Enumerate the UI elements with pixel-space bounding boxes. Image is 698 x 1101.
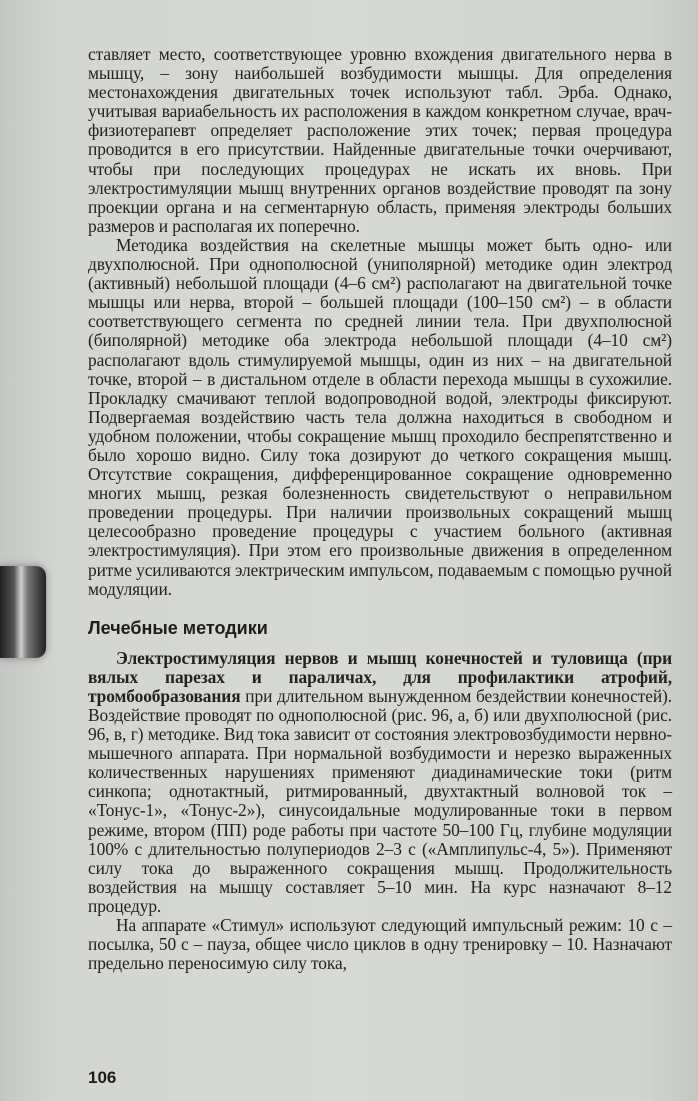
page-content [88, 45, 672, 973]
method-paragraph [88, 649, 672, 916]
page-number: 106 [88, 1068, 117, 1087]
method-body: при длительном вынужденном бездействии конечностей). Воздействие проводят по однополюсной (рис. 96, а, б) или двухполюсной (рис. 96, в, г) методике. Вид тока зависит от состояния электровозбудимости нервно-мышечного аппарата. При нормальной возбудимости и нерезко выраженных количественных нарушениях применяют диадинамические токи (ритм синкопа; однотактный, ритмированный, двухтактный волновой ток – «Тонус-1», «Тонус-2»), синусоидальные модулированные токи в первом режиме, втором (ПП) роде работы при частоте 50–100 Гц, глубине модуляции 100% с длительностью полупериодов 2–3 с («Амплипульс-4, 5»). Применяют силу тока до выраженного сокращения мышц. Продолжительность воздействия на мышцу составляет 5–10 мин. На курс назначают 8–12 процедур. [88, 685, 672, 916]
binder-clip [0, 566, 46, 658]
section-heading: Лечебные методики [88, 617, 268, 638]
method-title: Электростимуляция нервов и мышц конечностей и туловища (при вялых парезах и параличах, для профилактики атрофий, тромбообразования [88, 647, 672, 706]
paragraph-2: Методика воздействия на скелетные мышцы может быть однo- или двухполюсной. При однополюсной (униполярной) методике один электрод (активный) небольшой площади (4–6 см²) располагают на двигательной точке мышцы или нерва, второй – большей площади (100–150 см²) – в области соответствующего сегмента по средней линии тела. При двухполюсной (биполярной) методике оба электрода небольшой площади (4–10 см²) располагают вдоль стимулируемой мышцы, один из них – на двигательной точке, второй – в дистальном отделе в области перехода мышцы в сухожилие. Прокладку смачивают теплой водопроводной водой, электроды фиксируют. Подвергаемая воздействию часть тела должна находиться в свободном и удобном положении, чтобы сокращение мышц проходило беспрепятственно и было хорошо видно. Силу тока дозируют до четкого сокращения мышц. Отсутствие сокращения, дифференцированное сокращение одновременно многих мышц, резкая болезненность свидетельствуют о неправильном проведении процедуры. При наличии произвольных сокращений мышц целесообразно проведение процедуры с участием больного (активная электростимуляция). При этом его произвольные движения в определенном ритме усиливаются электрическим импульсом, подаваемым с помощью ручной модуляции. [88, 234, 672, 599]
paragraph-last: На аппарате «Стимул» используют следующий импульсный режим: 10 с – посылка, 50 с – пауза, общее число циклов в одну тренировку – 10. Назначают предельно переносимую силу тока, [88, 915, 672, 974]
paragraph-1: ставляет место, соответствующее уровню вхождения двигательного нерва в мышцу, – зону наибольшей возбудимости мышцы. Для определения местонахождения двигательных точек используют табл. Эрба. Однако, учитывая вариабельность их расположения в каждом конкретном случае, врач-физиотерапевт определяет расположение этих точек; первая процедура проводится в его присутствии. Найденные двигательные точки очерчивают, чтобы при последующих процедурах не искать их вновь. При электростимуляции мышц внутренних органов воздействие проводят па зону проекции органа и на сегментарную область, применяя электроды больших размеров и располагая их поперечно. [88, 44, 672, 236]
